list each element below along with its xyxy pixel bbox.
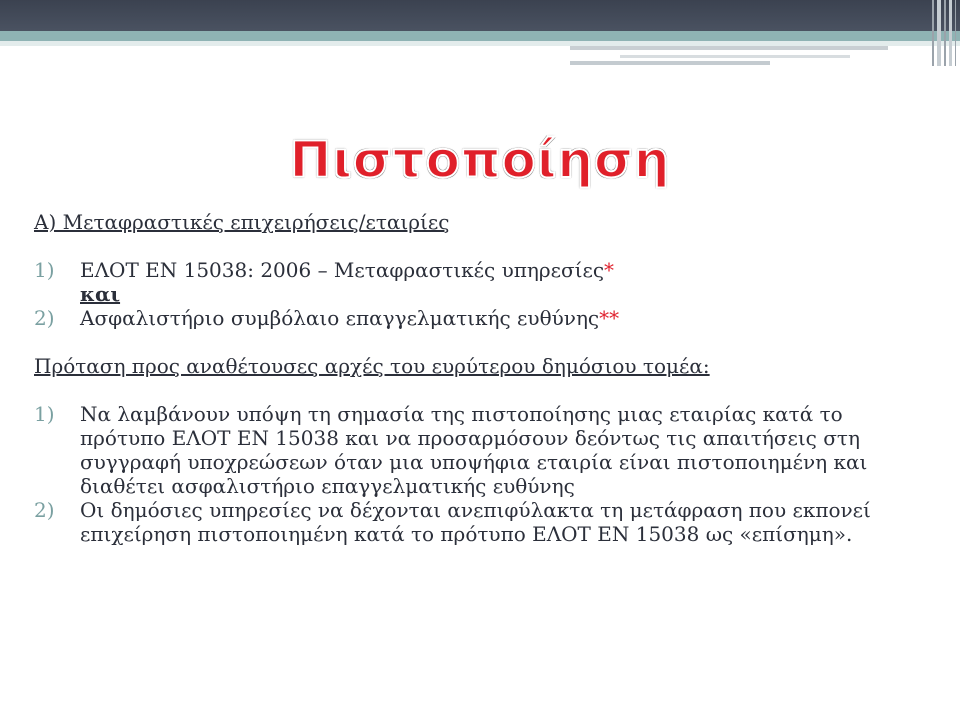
corner-bar <box>955 0 956 66</box>
list-number: 2) <box>34 306 55 330</box>
proposal-list <box>34 402 914 546</box>
header-stripe <box>620 55 850 58</box>
asterisk-mark: * <box>604 258 615 282</box>
corner-bar <box>932 0 934 66</box>
header-band-dark <box>0 0 960 31</box>
list-number: 1) <box>34 402 55 426</box>
header-stripe <box>570 61 770 65</box>
proposal-heading: Πρόταση προς αναθέτουσες αρχές του ευρύτερου δημόσιου τομέα: <box>34 354 710 378</box>
header-stripe <box>570 46 888 50</box>
list-item-text: Να λαμβάνουν υπόψη τη σημασία της πιστοποίησης μιας εταιρίας κατά το πρότυπο ΕΛΟΤ ΕΝ 15038 και να προσαρμόσουν δεόντως τις απαιτήσεις στη συγγραφή υποχρεώσεων όταν μια υποψήφια εταιρία είναι πιστοποιημένη και διαθέτει ασφαλιστήριο επαγγελματικής ευθύνης <box>80 402 868 498</box>
corner-bar <box>944 0 946 66</box>
slide-title: Πιστοποίηση <box>289 131 671 189</box>
list-number: 2) <box>34 498 55 522</box>
corner-bar <box>949 0 952 66</box>
list-item-text: ΕΛΟΤ ΕΝ 15038: 2006 – Μεταφραστικές υπηρεσίες <box>80 258 605 282</box>
section-a-heading: Α) Μεταφραστικές επιχειρήσεις/εταιρίες <box>34 210 450 234</box>
list-item <box>34 402 914 498</box>
list-item <box>34 306 914 330</box>
list-item <box>34 258 914 306</box>
slide-body <box>34 210 914 546</box>
list-item-text: Ασφαλιστήριο συμβόλαιο επαγγελματικής ευθύνης <box>80 306 600 330</box>
asterisk-mark: ** <box>599 306 620 330</box>
list-item-text: Οι δημόσιες υπηρεσίες να δέχονται ανεπιφύλακτα τη μετάφραση που εκπονεί επιχείρηση πιστοποιημένη κατά το πρότυπο ΕΛΟΤ ΕΝ 15038 ως «επίσημη». <box>80 498 871 546</box>
corner-bar <box>937 0 941 66</box>
list-number: 1) <box>34 258 55 282</box>
connector-word: και <box>80 282 121 306</box>
section-a-list <box>34 258 914 330</box>
list-item <box>34 498 914 546</box>
header-band-teal <box>0 31 960 41</box>
